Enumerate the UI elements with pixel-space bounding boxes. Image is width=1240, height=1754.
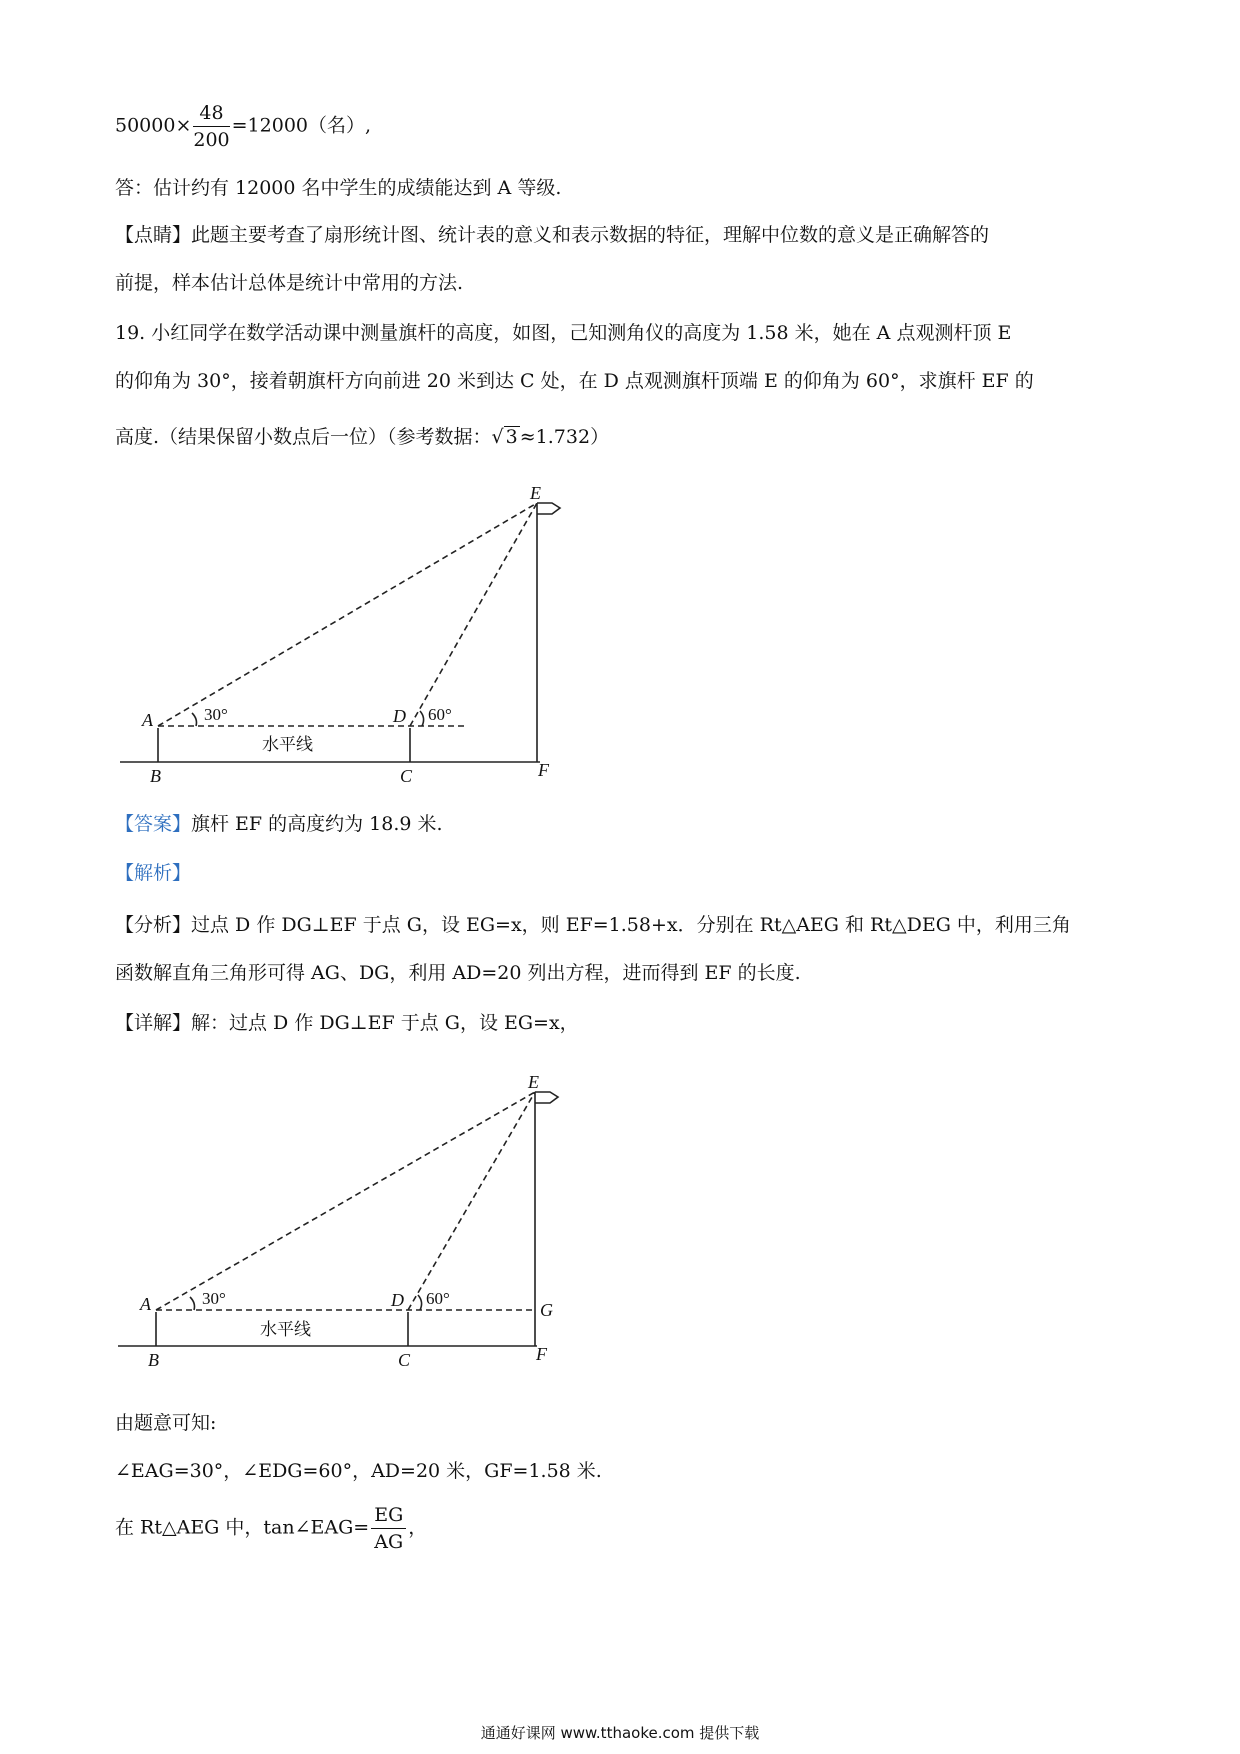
fig1-angle-60: 60° (428, 705, 452, 724)
analysis-tag: 【解析】 (115, 862, 192, 884)
fenxi-line-2: 函数解直角三角形可得 AG、DG，利用 AD=20 列出方程，进而得到 EF 的长度. (115, 962, 801, 984)
fig2-angle-arc-a (190, 1297, 195, 1310)
fig1-label-f: F (538, 760, 549, 780)
fig2-sight-ae (156, 1092, 535, 1310)
fig1-label-a: A (142, 710, 153, 730)
fig2-angle-60: 60° (426, 1289, 450, 1308)
tan-numerator: EG (371, 1502, 406, 1529)
given-line: ∠EAG=30°，∠EDG=60°，AD=20 米，GF=1.58 米. (115, 1460, 602, 1482)
question-line-3-post: ≈1.732） (519, 426, 610, 448)
fig2-horizontal-label: 水平线 (260, 1320, 311, 1339)
answer-text: 旗杆 EF 的高度约为 18.9 米. (191, 813, 443, 835)
fig2-label-d: D (391, 1290, 404, 1310)
fig2-flag-icon (535, 1092, 558, 1103)
question-line-2: 的仰角为 30°，接着朝旗杆方向前进 20 米到达 C 处，在 D 点观测旗杆顶端 E 的仰角为 60°，求旗杆 EF 的 (115, 370, 1034, 392)
fig2-label-e: E (528, 1072, 539, 1092)
fig1-angle-30: 30° (204, 705, 228, 724)
fenxi-line-1: 【分析】过点 D 作 DG⊥EF 于点 G，设 EG=x，则 EF=1.58+x．分别在 Rt△AEG 和 Rt△DEG 中，利用三角 (115, 914, 1071, 936)
fig1-horizontal-label: 水平线 (262, 735, 313, 754)
page-footer: 通通好课网 www.tthaoke.com 提供下载 (480, 1724, 760, 1742)
fig2-angle-arc-d (418, 1295, 422, 1310)
calc-right: =12000（名）, (231, 114, 372, 137)
fig2-label-b: B (148, 1350, 159, 1370)
detail-line: 【详解】解：过点 D 作 DG⊥EF 于点 G，设 EG=x， (115, 1012, 579, 1034)
tan-post: ， (408, 1516, 428, 1539)
calc-numerator: 48 (193, 100, 229, 127)
question-line-1: 19. 小红同学在数学活动课中测量旗杆的高度，如图，己知测角仪的高度为 1.58 米，她在 A 点观测杆顶 E (115, 322, 1012, 344)
fig2-angle-30: 30° (202, 1289, 226, 1308)
fig2-sight-de (408, 1092, 535, 1310)
fig1-label-e: E (530, 483, 541, 503)
sqrt-sign: √ (491, 426, 504, 448)
sqrt-arg: 3 (505, 426, 518, 448)
comment-line-1: 【点睛】此题主要考查了扇形统计图、统计表的意义和表示数据的特征，理解中位数的意义是正确解答的 (115, 224, 990, 246)
question-line-3-pre: 高度.（结果保留小数点后一位）（参考数据： (115, 426, 492, 448)
calc-left: 50000× (115, 114, 192, 137)
tan-denominator: AG (374, 1531, 404, 1553)
fig1-label-b: B (150, 766, 161, 786)
calc-denominator: 200 (193, 129, 230, 151)
tan-pre: 在 Rt△AEG 中，tan∠EAG= (115, 1516, 370, 1539)
fig1-label-d: D (393, 706, 406, 726)
fig2-label-g: G (540, 1300, 553, 1320)
previous-answer: 答：估计约有 12000 名中学生的成绩能达到 A 等级. (115, 177, 562, 199)
answer-tag: 【答案】 (115, 813, 192, 835)
tan-line (115, 1502, 427, 1555)
fig2-label-f: F (536, 1344, 547, 1364)
fig2-label-a: A (140, 1294, 151, 1314)
tan-fraction (371, 1502, 406, 1555)
given-intro: 由题意可知: (115, 1412, 217, 1434)
fig2-label-c: C (398, 1350, 411, 1370)
fig1-label-c: C (400, 766, 413, 786)
comment-line-2: 前提，样本估计总体是统计中常用的方法. (115, 272, 464, 294)
